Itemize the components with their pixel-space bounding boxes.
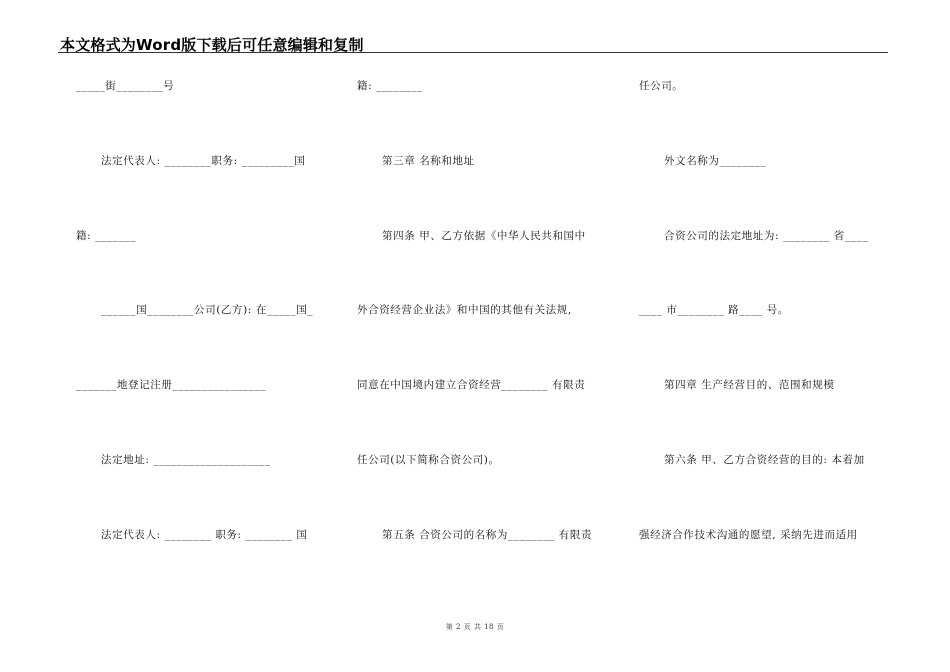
text-line: 任公司(以下简称合资公司)。 [357, 454, 500, 466]
text-line: 第五条 合资公司的名称为________ 有限责 [382, 529, 593, 541]
text-line: 第四条 甲、乙方依据《中华人民共和国中 [382, 230, 586, 242]
text-line: 外合资经营企业法》和中国的其他有关法规, [357, 304, 572, 316]
text-line: 外文名称为________ [664, 155, 767, 167]
text-line: 第六条 甲、乙方合资经营的目的: 本着加 [664, 454, 865, 466]
text-line: 任公司。 [639, 80, 684, 92]
page-number-footer: 第 2 页 共 18 页 [445, 623, 505, 631]
text-line: ______国________公司(乙方): 在_____国_ [101, 304, 314, 316]
header-divider [58, 52, 888, 53]
text-line: 法定代表人: ________ 职务: ________ 国 [101, 529, 308, 541]
text-line: 强经济合作技术沟通的愿望, 采纳先进而适用 [639, 529, 858, 541]
text-line: 法定代表人: ________职务: _________国 [101, 155, 306, 167]
text-line: ____ 市________ 路____ 号。 [639, 304, 789, 316]
text-line: _____街________号 [76, 80, 175, 92]
text-line: 第三章 名称和地址 [382, 155, 475, 167]
text-line: 法定地址: ____________________ [101, 454, 271, 466]
text-line: 籍: _______ [76, 230, 137, 242]
text-line: 同意在中国境内建立合资经营________ 有限责 [357, 379, 586, 391]
text-line: 第四章 生产经营目的、范围和规模 [664, 379, 835, 391]
text-line: 合资公司的法定地址为: ________ 省____ [664, 230, 869, 242]
page-header: 本文格式为Word版下载后可任意编辑和复制 [60, 36, 364, 54]
text-line: 籍: ________ [357, 80, 423, 92]
text-line: _______地登记注册________________ [76, 379, 267, 391]
